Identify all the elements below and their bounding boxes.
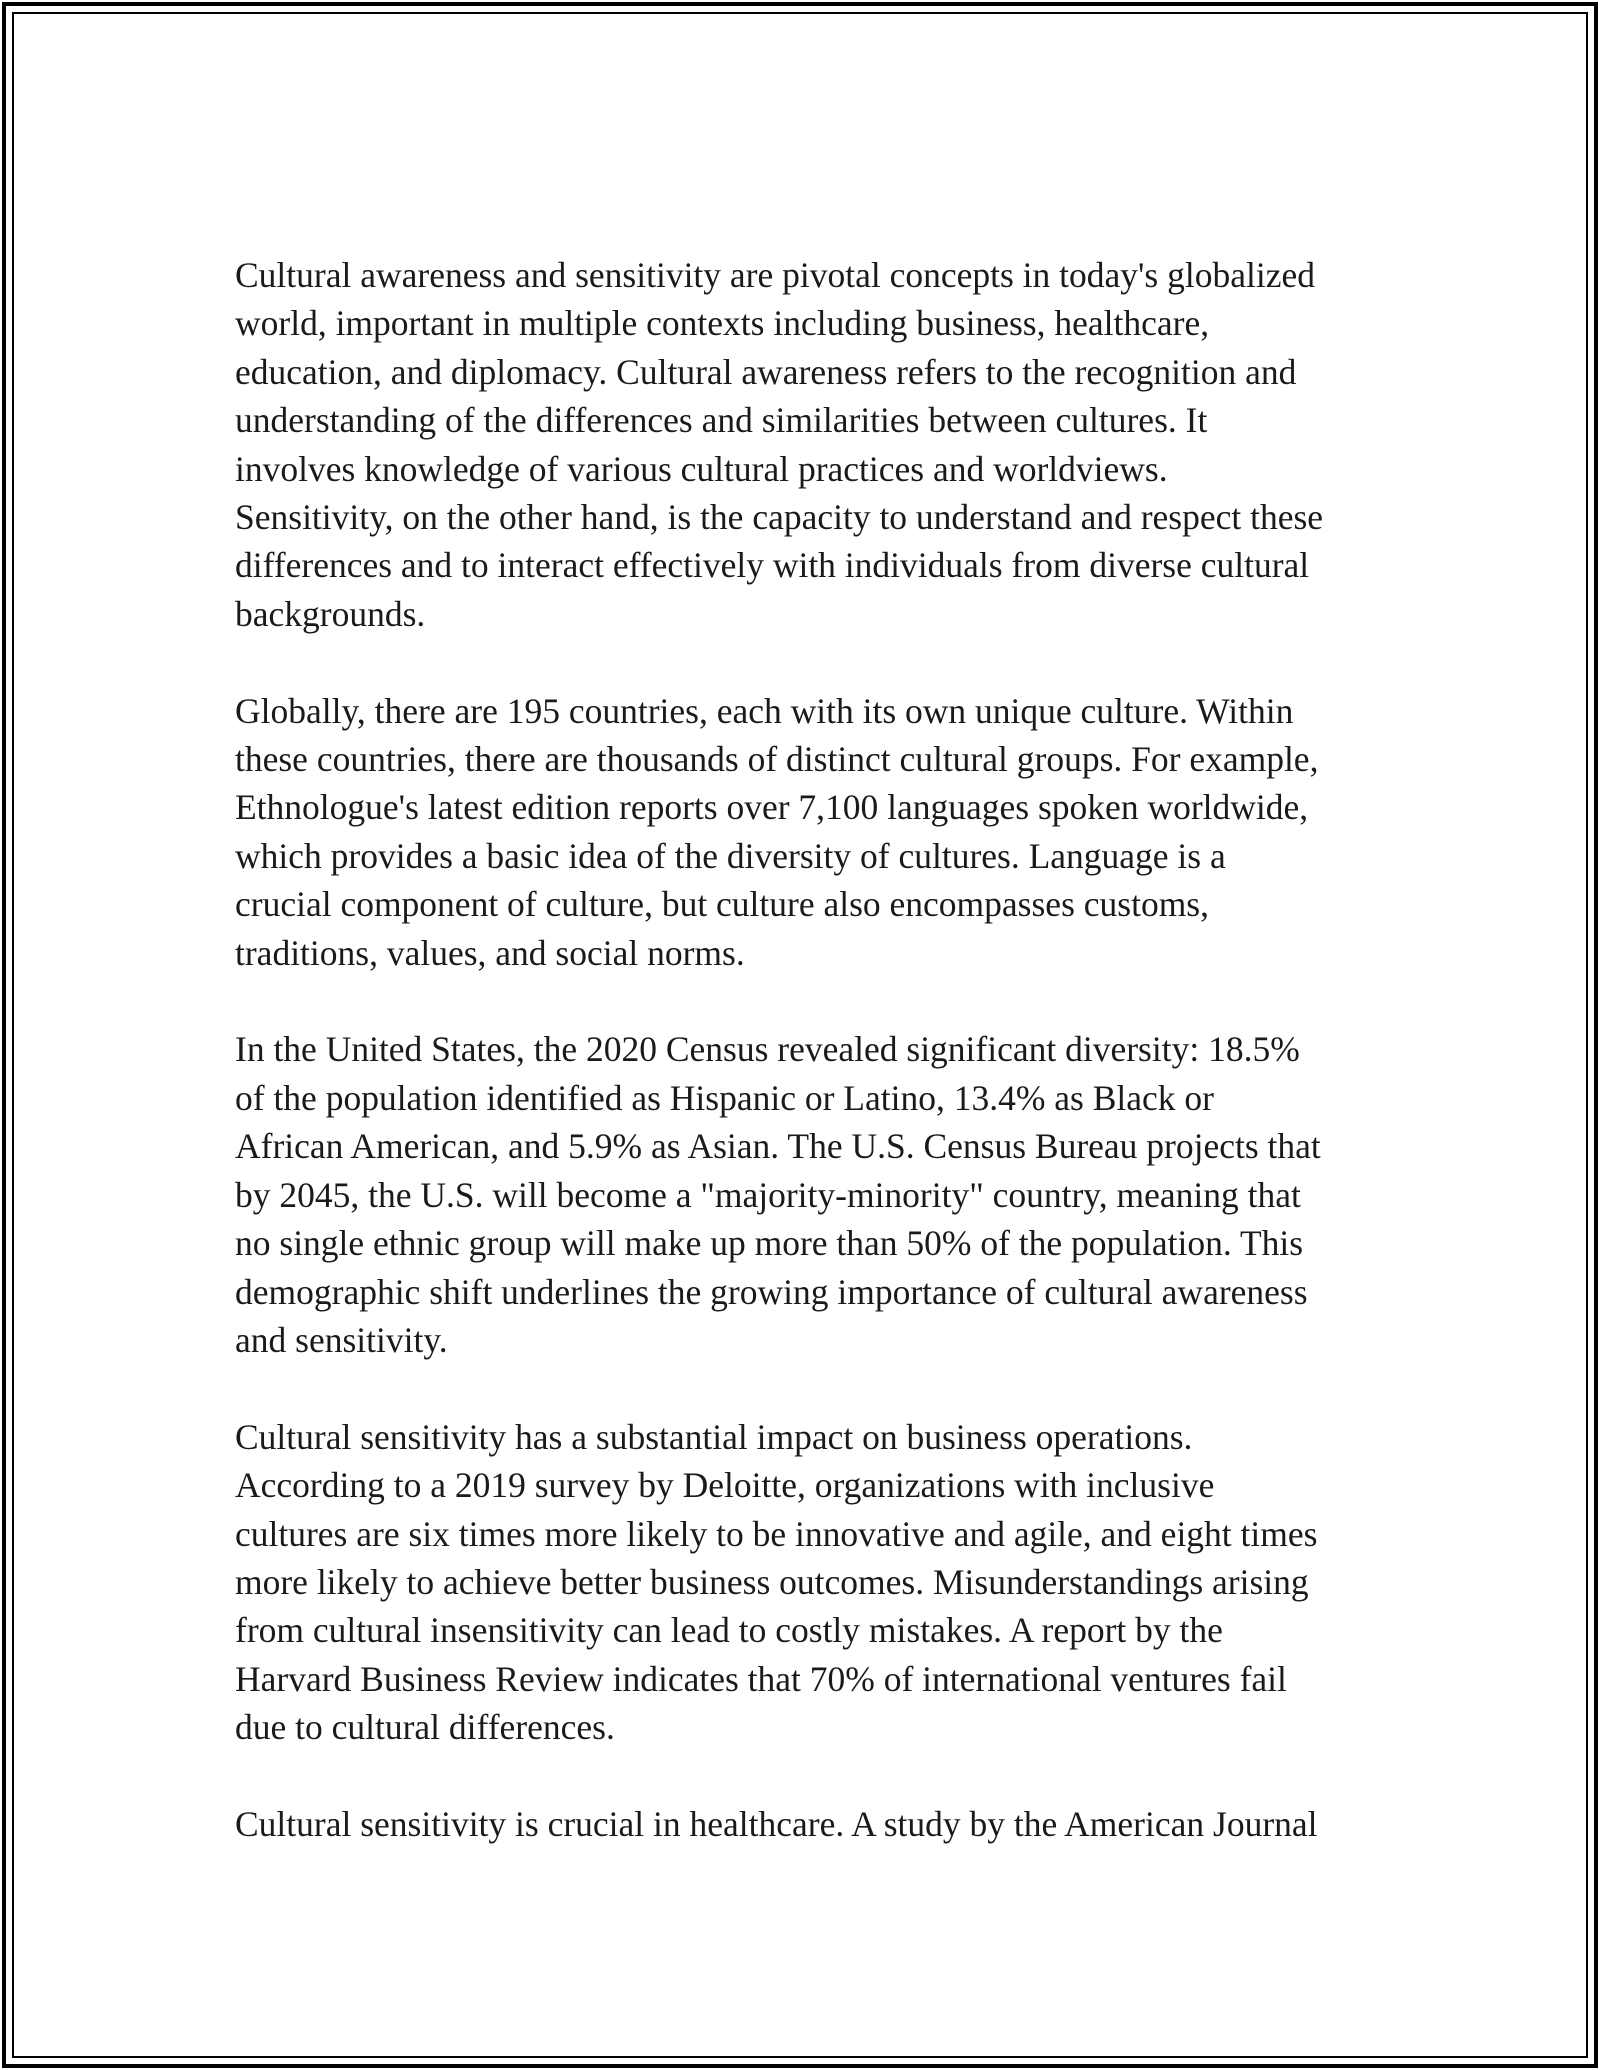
text-line: Sensitivity, on the other hand, is the capacity to understand and respect these [235, 497, 1324, 538]
text-line: In the United States, the 2020 Census revealed significant diversity: 18.5% [235, 1029, 1300, 1070]
text-line: Cultural sensitivity is crucial in healthcare. A study by the American Journal [235, 1803, 1318, 1844]
text-line: African American, and 5.9% as Asian. The U.S. Census Bureau projects that [235, 1126, 1321, 1167]
text-line: Cultural awareness and sensitivity are pivotal concepts in today's globalized [235, 255, 1315, 295]
text-line: education, and diplomacy. Cultural awareness refers to the recognition and [235, 351, 1297, 392]
paragraph-business-impact [235, 1413, 1375, 1752]
text-line: Globally, there are 195 countries, each with its own unique culture. Within [235, 690, 1294, 731]
text-line: differences and to interact effectively with individuals from diverse cultural [235, 545, 1310, 586]
text-line: and sensitivity. [235, 1319, 448, 1360]
text-line: involves knowledge of various cultural practices and worldviews. [235, 448, 1168, 489]
text-line: Harvard Business Review indicates that 70% of international ventures fail [235, 1658, 1287, 1699]
text-line: Ethnologue's latest edition reports over 7,100 languages spoken worldwide, [235, 787, 1309, 828]
paragraph-us-census [235, 1025, 1375, 1364]
text-line: of the population identified as Hispanic or Latino, 13.4% as Black or [235, 1077, 1214, 1118]
document-body [235, 251, 1375, 1897]
text-line: from cultural insensitivity can lead to costly mistakes. A report by the [235, 1610, 1223, 1651]
text-line: these countries, there are thousands of distinct cultural groups. For example, [235, 739, 1319, 780]
text-line: due to cultural differences. [235, 1707, 615, 1748]
text-line: demographic shift underlines the growing importance of cultural awareness [235, 1271, 1308, 1312]
text-line: Cultural sensitivity has a substantial impact on business operations. [235, 1416, 1193, 1457]
text-line: According to a 2019 survey by Deloitte, organizations with inclusive [235, 1465, 1215, 1506]
text-line: by 2045, the U.S. will become a "majority-minority" country, meaning that [235, 1174, 1301, 1215]
text-line: crucial component of culture, but culture also encompasses customs, [235, 884, 1209, 925]
paragraph-cultural-awareness-definition [235, 251, 1375, 638]
text-line: which provides a basic idea of the diversity of cultures. Language is a [235, 835, 1226, 876]
text-line: world, important in multiple contexts including business, healthcare, [235, 303, 1210, 344]
paragraph-global-diversity [235, 687, 1375, 977]
text-line: backgrounds. [235, 593, 426, 634]
text-line: no single ethnic group will make up more than 50% of the population. This [235, 1223, 1304, 1264]
paragraph-healthcare [235, 1800, 1375, 1848]
text-line: more likely to achieve better business outcomes. Misunderstandings arising [235, 1561, 1309, 1602]
text-line: cultures are six times more likely to be innovative and agile, and eight times [235, 1513, 1318, 1554]
text-line: understanding of the differences and similarities between cultures. It [235, 400, 1208, 441]
text-line: traditions, values, and social norms. [235, 932, 745, 973]
